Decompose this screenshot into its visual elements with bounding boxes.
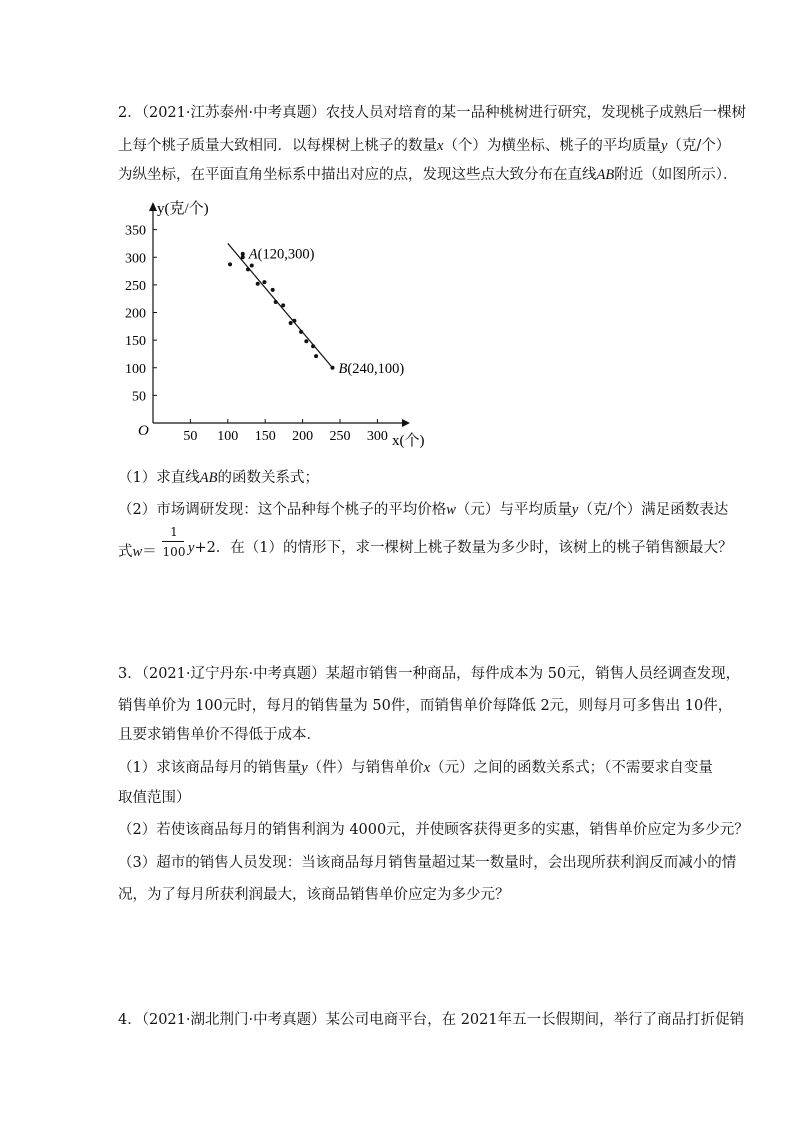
q3-line3: 且要求销售单价不得低于成本． [118,727,321,743]
q3-line1: 3．（2021·辽宁丹东·中考真题）某超市销售一种商品，每件成本为 50元，销售人员经调查发现， [118,666,741,682]
fraction-numerator: 1 [170,525,178,539]
point-a [241,255,245,259]
x-tick-label: 100 [217,429,239,444]
data-point [256,282,260,286]
annotation-a: A(120,300) [248,246,315,263]
y-tick-label: 200 [125,306,146,322]
data-point [271,288,275,292]
q2-line3: 为纵坐标，在平面直角坐标系中描出对应的点，发现这些点大致分布在直线AB附近（如图所示）． [118,167,738,183]
fraction-denominator: 100 [162,545,186,559]
y-tick-label: 300 [125,251,146,267]
point-b [331,366,335,370]
y-tick-label: 150 [125,334,146,350]
q2-sub1: （1）求直线AB的函数关系式； [118,470,319,486]
y-tick-label: 100 [125,361,146,377]
chart-axes [138,199,425,449]
data-point [274,300,278,304]
data-point [304,339,308,343]
q2-line2: 上每个桃子质量大致相同．以每棵树上桃子的数量x（个）为横坐标、桃子的平均质量y（克/个） [118,138,731,154]
x-tick-label: 300 [366,429,388,444]
chart-points [228,252,318,358]
data-point [246,267,250,271]
q3-line2: 销售单价为 100元时，每月的销售量为 50件，而销售单价每降低 2元，则每月可多售出 10件， [118,698,733,714]
data-point [292,319,296,323]
origin-label: O [138,423,149,439]
q3-sub2: （2）若使该商品每月的销售利润为 4000元，并使顾客获得更多的实惠，销售单价应定为多少元？ [118,822,749,838]
annotation-b: B(240,100) [338,360,405,377]
y-tick-label: 250 [125,278,146,294]
x-tick-label: 250 [329,429,351,444]
x-axis-arrow [402,419,410,427]
q2-sub2-line2-prefix: 式w＝ [118,544,157,560]
x-tick-label: 200 [292,429,314,444]
data-point [311,344,315,348]
x-tick-label: 150 [254,429,276,444]
q3-sub1-line2: 取值范围） [118,790,191,806]
fraction-bar [162,541,184,542]
data-point [228,262,232,266]
q3-sub1: （1）求该商品每月的销售量y（件）与销售单价x（元）之间的函数关系式；（不需要求自变量 [118,760,713,776]
q2-sub2-line2-tail: y+2．在（1）的情形下，求一棵树上桃子数量为多少时，该树上的桃子销售额最大？ [188,540,733,556]
y-tick-label: 350 [125,223,146,239]
chart-annotations [241,246,405,377]
data-point [281,303,285,307]
scatter-chart [0,195,794,455]
data-point [314,354,318,358]
q4-line1: 4．（2021·湖北荆门·中考真题）某公司电商平台，在 2021年五一长假期间，举行了商品打折促销 [118,1012,745,1028]
data-point [299,330,303,334]
q3-sub3-line2: 况，为了每月所获利润最大，该商品销售单价应定为多少元？ [118,887,510,903]
data-point [289,321,293,325]
q2-line1: 2．（2021·江苏泰州·中考真题）农技人员对培育的某一品种桃树进行研究，发现桃子成熟后一棵树 [118,105,747,121]
data-point [250,264,254,268]
data-point [262,280,266,284]
q2-sub2: （2）市场调研发现：这个品种每个桃子的平均价格w（元）与平均质量y（克/个）满足函数表达 [118,502,729,518]
y-axis-label: y(克/个) [157,201,209,217]
y-axis-arrow [149,202,157,211]
x-axis-label: x(个) [392,433,425,449]
y-tick-label: 50 [132,389,146,405]
q3-sub3-line1: （3）超市的销售人员发现：当该商品每月销售量超过某一数量时，会出现所获利润反而减小的情 [118,855,737,871]
x-tick-label: 50 [183,429,198,444]
